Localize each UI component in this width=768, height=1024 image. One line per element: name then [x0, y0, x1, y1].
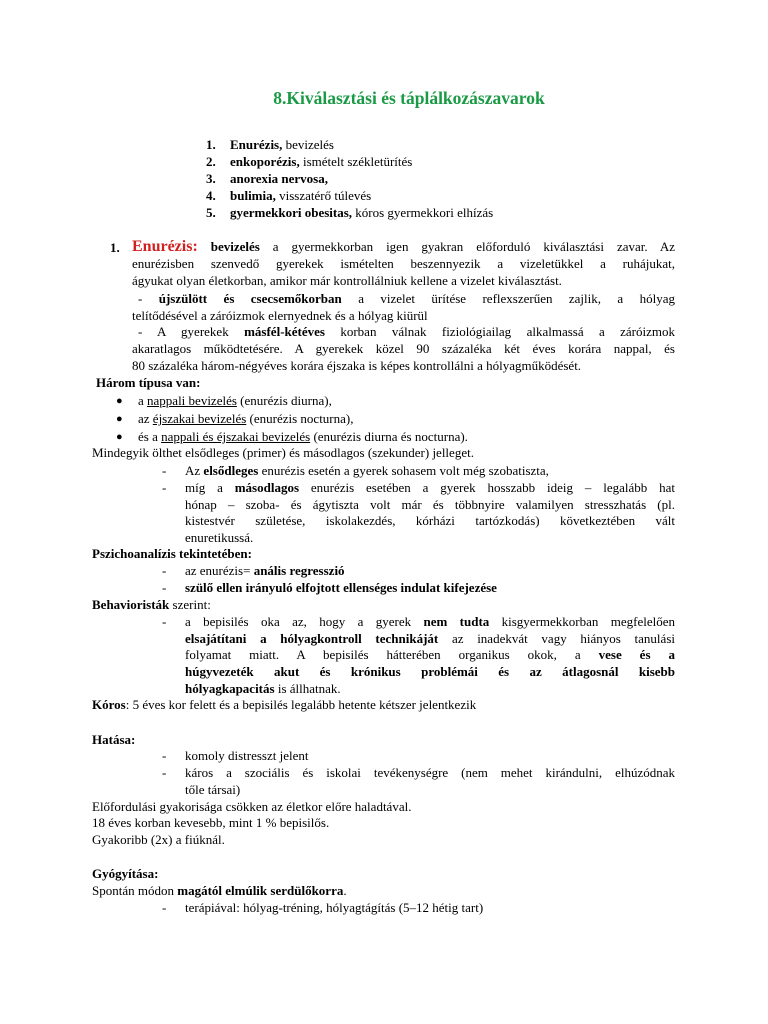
dash-item-line: hónap – szoba- és ágytiszta volt már és többnyire valamilyen stresszhatás (pl. — [185, 497, 675, 512]
dash-item-line: telítődésével a záróizmok elernyednek és a hólyag kiürül — [132, 308, 428, 323]
bullet-icon: ● — [116, 431, 123, 443]
paragraph-line: enurézisben szenvedő gyerekek ismételten beszennyezik a vizeletükkel a ruhájukat, — [132, 256, 675, 271]
psycho-heading: Pszichoanalízis tekintetében: — [92, 546, 252, 561]
term-bold: elsajátítani a hólyagkontroll technikáját — [185, 631, 439, 646]
dash-icon: - — [162, 748, 167, 763]
dash-item-line — [138, 291, 675, 307]
paragraph-line: Gyakoribb (2x) a fiúknál. — [92, 832, 225, 847]
dash-item-line: az enurézis= anális regresszió — [185, 563, 345, 578]
paragraph-line: Mindegyik ölthet elsődleges (primer) és másodlagos (szekunder) jelleget. — [92, 445, 474, 460]
dash-item-line: enuretikussá. — [185, 530, 254, 545]
toc-term: enkoporézis, — [230, 154, 300, 169]
gyogy-heading: Gyógyítása: — [92, 866, 159, 881]
dash-item-line: húgyvezeték akut és krónikus problémái és az átlagosnál kisebb — [185, 664, 675, 679]
paragraph-line: 80 százaléka három-négyéves korára éjszaka is képes kontrollálni a hólyagműködését. — [132, 358, 582, 373]
term-bold: másfél-kétéves — [244, 324, 325, 339]
dash-icon: - — [162, 614, 167, 629]
underlined-term: nappali bevizelés — [147, 393, 237, 408]
dash-icon: - — [162, 563, 167, 578]
koros-label: Kóros — [92, 697, 126, 712]
toc-num: 2. — [206, 154, 216, 169]
toc-num: 3. — [206, 171, 216, 186]
dash-item-line: tőle társai) — [185, 782, 241, 797]
dash-item-line: folyamat miatt. A bepisilés hátterében organikus okok, a vese és a — [185, 647, 675, 662]
dash-item-line: komoly distresszt jelent — [185, 748, 309, 763]
paragraph-line: Előfordulási gyakorisága csökken az életkor előre haladtával. — [92, 799, 412, 814]
dash-icon: - — [162, 480, 167, 495]
text: - A gyerekek — [138, 324, 245, 339]
toc-num: 1. — [206, 137, 216, 152]
toc-desc: visszatérő túlevés — [275, 188, 372, 203]
dash-item-line: a bepisilés oka az, hogy a gyerek nem tudta kisgyermekkorban megfelelően — [185, 614, 675, 629]
section-number: 1. — [110, 240, 120, 255]
section-heading: Enurézis: — [132, 238, 198, 255]
text: korban válnak fiziológiailag alkalmassá a záróizmok — [324, 324, 676, 339]
dash-icon: - — [162, 900, 167, 915]
toc-term: anorexia nervosa, — [230, 171, 328, 186]
term-bold: magától elmúlik serdülőkorra — [177, 883, 344, 898]
dash-icon: - — [162, 580, 167, 595]
toc-num: 5. — [206, 205, 216, 220]
toc-item — [206, 205, 494, 221]
bullet-icon: ● — [116, 395, 123, 407]
paragraph-line: akaratlagos működtetésére. A gyerekek közel 90 százaléka két éves korára nappal, és — [132, 341, 675, 356]
term-bold: elsődleges — [203, 463, 259, 478]
section-intro-line — [132, 238, 675, 256]
underlined-term: nappali és éjszakai bevizelés — [161, 429, 311, 444]
paragraph-line: Spontán módon magától elmúlik serdülőkorra. — [92, 883, 347, 898]
dash-item-line: Az elsődleges enurézis esetén a gyerek sohasem volt még szobatiszta, — [185, 463, 549, 478]
text: - — [138, 291, 159, 306]
koros-line: Kóros: 5 éves kor felett és a bepisilés legalább hetente kétszer jelentkezik — [92, 697, 477, 712]
toc-desc: kóros gyermekkori elhízás — [352, 205, 494, 220]
dash-item-line: kistestvér születése, iskolakezdés, kórházi tartózkodás) következtében vált — [185, 513, 675, 528]
dash-item-line: elsajátítani a hólyagkontroll technikáját az inadekvát vagy hiányos tanulási — [185, 631, 675, 646]
term-bold: bevizelés — [210, 239, 260, 254]
term-bold: vese és a — [598, 647, 675, 662]
toc-item — [206, 188, 372, 204]
behav-heading-line: Behavioristák szerint: — [92, 597, 211, 612]
dash-item-line: hólyagkapacitás is állhatnak. — [185, 681, 341, 696]
dash-item-line — [138, 324, 675, 340]
term-bold: hólyagkapacitás — [185, 681, 275, 696]
dash-item-line: terápiával: hólyag-tréning, hólyagtágítás (5–12 hétig tart) — [185, 900, 484, 915]
toc-desc: bevizelés — [282, 137, 334, 152]
dash-item-line: káros a szociális és iskolai tevékenységre (nem mehet kirándulni, elhúzódnak — [185, 765, 675, 780]
dash-icon: - — [162, 463, 167, 478]
dash-item-line: szülő ellen irányuló elfojtott ellenséges indulat kifejezése — [185, 580, 497, 595]
types-heading: Három típusa van: — [96, 375, 201, 390]
underlined-term: éjszakai bevizelés — [152, 411, 247, 426]
list-item: a nappali bevizelés (enurézis diurna), — [138, 393, 332, 408]
bullet-icon: ● — [116, 413, 123, 425]
toc-term: bulimia, — [230, 188, 276, 203]
text: a gyermekkorban igen gyakran előforduló kiválasztási zavar. Az — [259, 239, 676, 254]
paragraph-line: 18 éves korban kevesebb, mint 1 % bepisilős. — [92, 815, 330, 830]
term-bold: újszülött és csecsemőkorban — [158, 291, 342, 306]
behav-heading: Behavioristák — [92, 597, 170, 612]
dash-item-line: míg a másodlagos enurézis esetében a gyerek hosszabb ideig – legalább hat — [185, 480, 675, 495]
toc-item — [206, 137, 334, 153]
term-bold: anális regresszió — [253, 563, 345, 578]
paragraph-line: ágyukat olyan életkorban, amikor már kontrollálniuk kellene a vizelet kiválasztást. — [132, 273, 562, 288]
toc-term: gyermekkori obesitas, — [230, 205, 353, 220]
toc-item — [206, 154, 413, 170]
toc-num: 4. — [206, 188, 216, 203]
toc-term: Enurézis, — [230, 137, 283, 152]
hatasa-heading: Hatása: — [92, 732, 136, 747]
dash-icon: - — [162, 765, 167, 780]
list-item: és a nappali és éjszakai bevizelés (enurézis diurna és nocturna). — [138, 429, 468, 444]
term-bold: nem tudta — [423, 614, 490, 629]
page-title: 8.Kiválasztási és táplálkozászavarok — [273, 88, 545, 108]
text: a vizelet ürítése reflexszerűen zajlik, a hólyag — [341, 291, 675, 306]
toc-desc: ismételt székletürítés — [299, 154, 413, 169]
term-bold: másodlagos — [234, 480, 300, 495]
toc-item — [206, 171, 328, 187]
list-item: az éjszakai bevizelés (enurézis nocturna), — [138, 411, 354, 426]
